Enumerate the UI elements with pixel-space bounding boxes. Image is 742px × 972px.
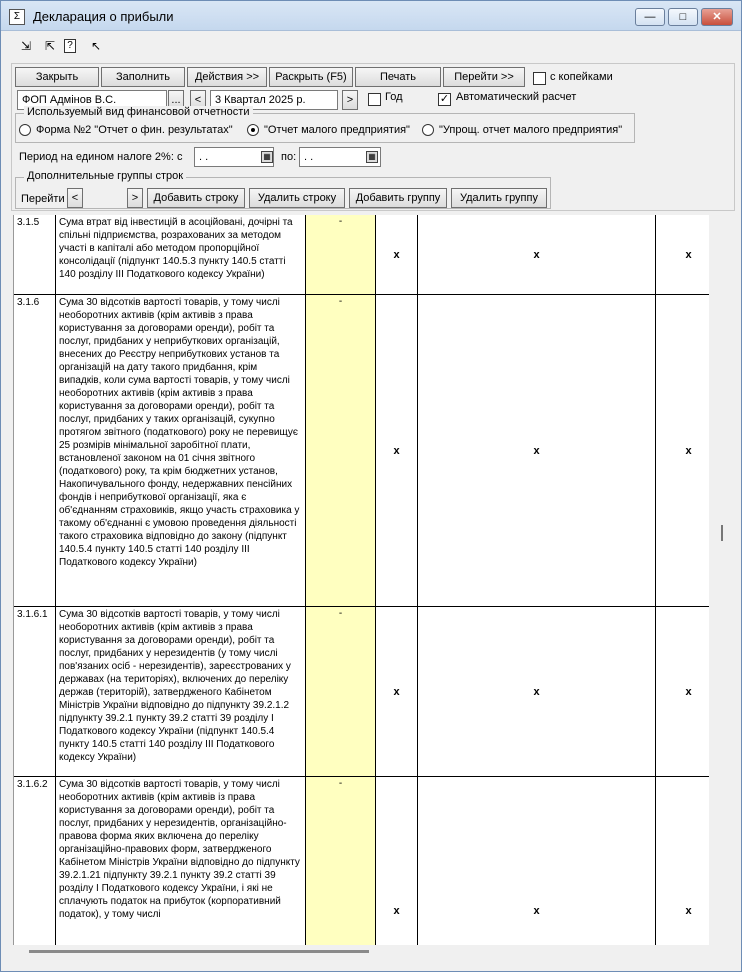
x-mark: x bbox=[393, 905, 400, 917]
x-mark: x bbox=[393, 444, 400, 457]
document-icon: Σ bbox=[9, 9, 25, 25]
row-cell-col5 bbox=[656, 295, 709, 606]
x-mark: x bbox=[393, 685, 400, 698]
fill-button[interactable]: Заполнить bbox=[101, 67, 185, 87]
extra-groups-next-button[interactable]: > bbox=[127, 188, 143, 208]
organization-field[interactable]: ФОП Адмінов В.С. bbox=[17, 90, 167, 110]
x-mark: x bbox=[533, 444, 540, 457]
fin-report-option-simplified[interactable] bbox=[422, 124, 434, 136]
row-description: Сума 30 відсотків вартості товарів, у тому числі необоротних активів (крім активів із права користування за договорами оренди), робіт та послуг, придбаних у нерезидентів, організаційно-правова форма яких включена до переліку організаційно-правових форм, затвердженого Кабінетом Міністрів України відповідно до підпункту 39.2.1.21 підпункту 39.2.1 пункту 39.2 статті 39 розділу I Податкового кодексу України, і які не сплачують податок на прибуток (корпоративний податок), у тому числі bbox=[56, 777, 306, 945]
row-value-input[interactable]: - bbox=[306, 777, 376, 945]
horizontal-scrollbar[interactable] bbox=[29, 950, 369, 953]
table-row bbox=[14, 777, 709, 945]
fin-report-option-small-enterprise-label: "Отчет малого предприятия" bbox=[264, 124, 410, 136]
declaration-grid bbox=[13, 215, 709, 945]
fin-report-option-simplified-label: "Упрощ. отчет малого предприятия" bbox=[439, 124, 623, 136]
fin-report-option-form2-label: Форма №2 "Отчет о фин. результатах" bbox=[36, 124, 233, 136]
kopecks-checkbox[interactable] bbox=[533, 72, 546, 85]
delete-group-button[interactable]: Удалить группу bbox=[451, 188, 547, 208]
row-value-input[interactable]: - bbox=[306, 215, 376, 294]
year-label: Год bbox=[385, 91, 403, 103]
kopecks-label: с копейками bbox=[550, 71, 613, 83]
row-cell-col4 bbox=[418, 607, 656, 776]
open-folder-icon[interactable]: ⇲ bbox=[20, 39, 32, 53]
x-mark: x bbox=[685, 444, 692, 457]
row-value-input[interactable]: - bbox=[306, 607, 376, 776]
x-mark: x bbox=[685, 248, 692, 261]
row-cell-col3 bbox=[376, 215, 418, 294]
x-mark: x bbox=[533, 248, 540, 261]
row-cell-col5 bbox=[656, 607, 709, 776]
minimize-button[interactable]: — bbox=[635, 8, 665, 26]
actions-button[interactable]: Действия >> bbox=[187, 67, 267, 87]
tax-period-label: Период на едином налоге 2%: с bbox=[19, 151, 183, 163]
previous-period-button[interactable]: < bbox=[190, 90, 206, 110]
auto-calc-checkbox[interactable]: ✓ bbox=[439, 93, 450, 105]
row-cell-col4 bbox=[418, 777, 656, 945]
table-row bbox=[14, 607, 709, 777]
print-button[interactable]: Печать bbox=[355, 67, 441, 87]
row-code: 3.1.5 bbox=[14, 215, 56, 294]
row-description: Сума втрат від інвестицій в асоційовані, дочірні та спільні підприємства, розрахованих за методом участі в капіталі або методом пропорційної консолідації (підпункт 140.5.3 пункту 140.5 статті 140 розділу III Податкового кодексу України) bbox=[56, 215, 306, 294]
calendar-from-icon[interactable]: ▦ bbox=[261, 151, 273, 163]
tax-period-to-label: по: bbox=[281, 151, 297, 163]
help-icon[interactable]: ? bbox=[64, 39, 76, 53]
add-group-button[interactable]: Добавить группу bbox=[349, 188, 447, 208]
row-cell-col5 bbox=[656, 215, 709, 294]
row-cell-col3 bbox=[376, 777, 418, 945]
x-mark: x bbox=[685, 905, 692, 917]
row-code: 3.1.6.1 bbox=[14, 607, 56, 776]
tax-period-to-field[interactable]: . . bbox=[299, 147, 381, 167]
row-cell-col3 bbox=[376, 607, 418, 776]
delete-row-button[interactable]: Удалить строку bbox=[249, 188, 345, 208]
fin-report-option-form2[interactable] bbox=[19, 124, 31, 136]
close-button[interactable]: Закрыть bbox=[15, 67, 99, 87]
calendar-to-icon[interactable]: ▦ bbox=[366, 151, 378, 163]
row-code: 3.1.6.2 bbox=[14, 777, 56, 945]
goto-button[interactable]: Перейти >> bbox=[443, 67, 525, 87]
table-row bbox=[14, 215, 709, 295]
row-cell-col4 bbox=[418, 295, 656, 606]
close-window-button[interactable]: ✕ bbox=[701, 8, 733, 26]
year-checkbox[interactable] bbox=[368, 93, 381, 106]
next-period-button[interactable]: > bbox=[342, 90, 358, 110]
auto-calc-label: Автоматический расчет bbox=[456, 91, 577, 103]
row-value-input[interactable]: - bbox=[306, 295, 376, 606]
extra-groups-legend: Дополнительные группы строк bbox=[24, 170, 186, 182]
browse-organization-button[interactable]: ... bbox=[168, 90, 184, 110]
maximize-button[interactable]: □ bbox=[668, 8, 698, 26]
add-row-button[interactable]: Добавить строку bbox=[147, 188, 245, 208]
row-cell-col3 bbox=[376, 295, 418, 606]
extra-groups-prev-button[interactable]: < bbox=[67, 188, 83, 208]
title-bar bbox=[1, 1, 741, 31]
row-cell-col4 bbox=[418, 215, 656, 294]
expand-button[interactable]: Раскрыть (F5) bbox=[269, 67, 353, 87]
period-field[interactable]: 3 Квартал 2025 р. bbox=[210, 90, 338, 110]
pointer-help-icon[interactable]: ↖ bbox=[90, 39, 102, 53]
fin-report-legend: Используемый вид финансовой отчетности bbox=[24, 106, 253, 118]
row-cell-col5 bbox=[656, 777, 709, 945]
tax-period-from-field[interactable]: . . bbox=[194, 147, 274, 167]
row-description: Сума 30 відсотків вартості товарів, у тому числі необоротних активів (крім активів з права користування за договорами оренди), робіт та послуг, придбаних у нерезидентів (у тому числі пов'язаних осіб - нерезидентів), зареєстрованих у державах (на територіях), включених до переліку держав (територій), затвердженого Кабінетом Міністрів України відповідно до підпункту 39.2.1.2 підпункту 39.2.1 пункту 39.2 статті 39 розділу I Податкового кодексу України (підпункт 140.5.4 пункту 140.5 статті 140 розділу III Податкового кодексу України) bbox=[56, 607, 306, 776]
vertical-scrollbar-thumb[interactable] bbox=[721, 525, 723, 541]
row-description: Сума 30 відсотків вартості товарів, у тому числі необоротних активів (крім активів з права користування за договорами оренди), робіт та послуг, придбаних у неприбуткових організацій, внесених до Реєстру неприбуткових установ та організацій на дату такого придбання, крім випадків, коли сума вартості товарів, у тому числі необоротних активів (крім активів з права користування за договорами оренди), робіт та послуг, придбаних у таких організацій, сукупно протягом звітного (податкового) року не перевищує 25 розмірів мінімальної заробітної плати, встановленої законом на 01 січня звітного (податкового) року, та крім бюджетних установ, Накопичувального фонду, недержавних пенсійних фондів і неприбуткової організації, яка є об'єднанням страховиків, якщо участь страховика у такому об'єднанні є умовою проведення діяльності такого страховика відповідно до закону (підпункт 140.5.4 пункту 140.5 статті 140 розділу III Податкового кодексу України) bbox=[56, 295, 306, 606]
table-row bbox=[14, 295, 709, 607]
x-mark: x bbox=[393, 248, 400, 261]
fin-report-option-small-enterprise[interactable] bbox=[247, 124, 259, 136]
extra-groups-goto-label: Перейти bbox=[21, 193, 65, 205]
x-mark: x bbox=[685, 685, 692, 698]
window-title: Декларация о прибыли bbox=[33, 9, 174, 24]
save-icon[interactable]: ⇱ bbox=[44, 39, 56, 53]
x-mark: x bbox=[533, 905, 540, 917]
x-mark: x bbox=[533, 685, 540, 698]
row-code: 3.1.6 bbox=[14, 295, 56, 606]
